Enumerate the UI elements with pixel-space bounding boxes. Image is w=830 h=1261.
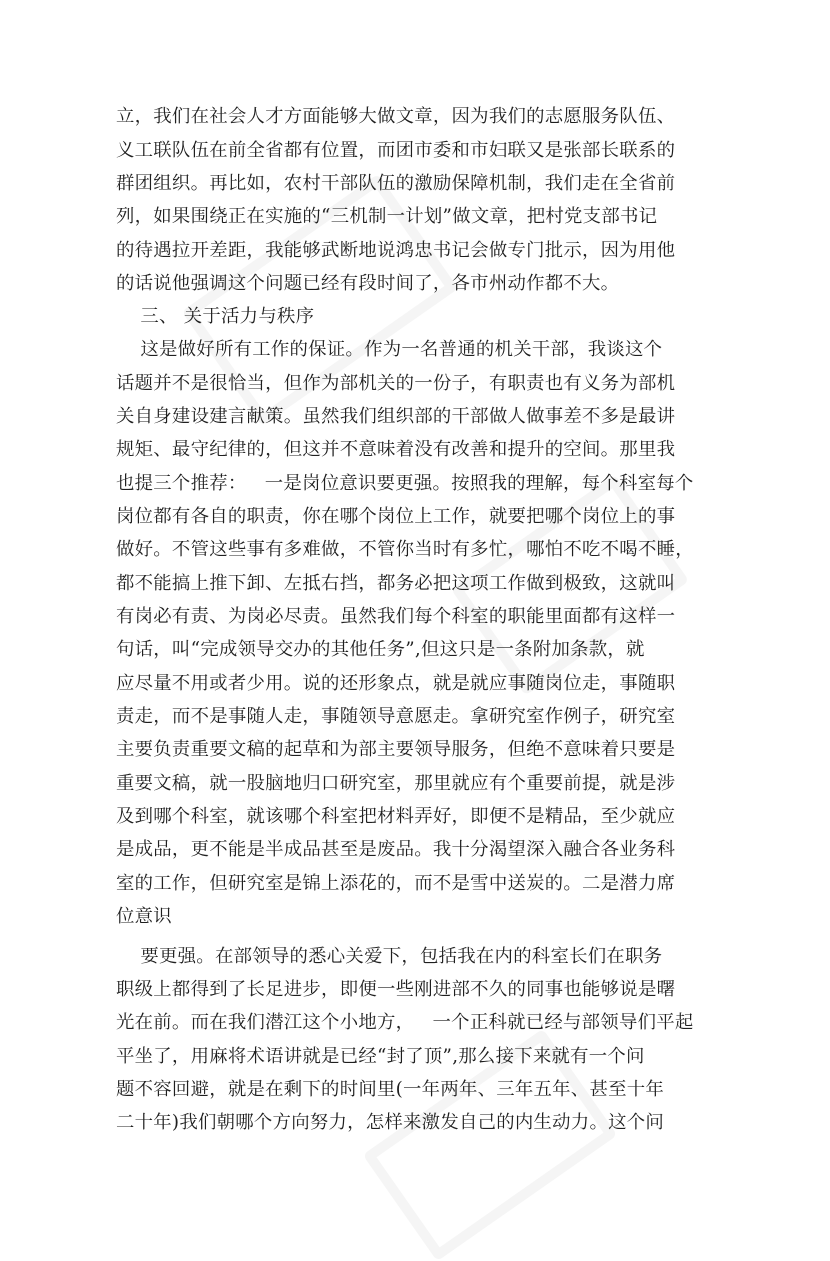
text-line: 岗位都有各自的职责，你在哪个岗位上工作，就要把哪个岗位上的事 [116,506,676,527]
text-line: 这是做好所有工作的保证。作为一名普通的机关干部，我谈这个 [116,339,663,360]
text-line: 重要文稿，就一股脑地归口研究室，那里就应有个重要前提，就是涉 [116,773,676,794]
text-line: 主要负责重要文稿的起草和为部主要领导服务，但绝不意味着只要是 [116,739,676,760]
text-line: 光在前。而在我们潜江这个小地方， 一个正科就已经与部领导们平起 [116,1012,694,1033]
text-line: 职级上都得到了长足进步，即便一些刚进部不久的同事也能够说是曙 [116,979,676,1000]
text-line: 责走，而不是事随人走，事随领导意愿走。拿研究室作例子，研究室 [116,706,676,727]
text-line: 义工联队伍在前全省都有位置，而团市委和市妇联又是张部长联系的 [116,140,676,161]
text-line: 及到哪个科室，就该哪个科室把材料弄好，即便不是精品，至少就应 [116,806,676,827]
text-line: 都不能搞上推下卸、左抵右挡，都务必把这项工作做到极致，这就叫 [116,573,676,594]
text-line: 要更强。在部领导的悉心关爱下，包括我在内的科室长们在职务 [116,946,663,967]
text-line: 话题并不是很恰当，但作为部机关的一份子，有职责也有义务为部机 [116,373,676,394]
text-line: 关自身建设建言献策。虽然我们组织部的干部做人做事差不多是最讲 [116,406,676,427]
text-line: 题不容回避，就是在剩下的时间里(一年两年、三年五年、甚至十年 [116,1079,665,1100]
text-line: 规矩、最守纪律的，但这并不意味着没有改善和提升的空间。那里我 [116,439,676,460]
text-line: 是成品，更不能是半成品甚至是废品。我十分渴望深入融合各业务科 [116,839,676,860]
text-line: 立，我们在社会人才方面能够大做文章，因为我们的志愿服务队伍、 [116,106,676,127]
text-line: 列，如果围绕正在实施的“三机制一计划”做文章，把村党支部书记 [116,206,658,227]
section-heading: 三、 关于活力与秩序 [116,306,315,327]
text-line: 有岗必有责、为岗必尽责。虽然我们每个科室的职能里面都有这样一 [116,606,676,627]
text-line: 句话，叫“完成领导交办的其他任务”,但这只是一条附加条款，就 [116,639,645,660]
text-line: 的话说他强调这个问题已经有段时间了，各市州动作都不大。 [116,273,620,294]
text-line: 应尽量不用或者少用。说的还形象点，就是就应事随岗位走，事随职 [116,673,676,694]
text-line: 的待遇拉开差距，我能够武断地说鸿忠书记会做专门批示，因为用他 [116,240,676,261]
text-line: 群团组织。再比如，农村干部队伍的激励保障机制，我们走在全省前 [116,173,676,194]
text-line: 做好。不管这些事有多难做，不管你当时有多忙，哪怕不吃不喝不睡， [116,539,694,560]
text-line: 位意识 [116,906,172,927]
text-line: 也提三个推荐： 一是岗位意识要更强。按照我的理解，每个科室每个 [116,473,694,494]
text-line: 二十年)我们朝哪个方向努力，怎样来激发自己的内生动力。这个问 [116,1112,665,1133]
text-line: 平坐了，用麻将术语讲就是已经“封了顶”,那么接下来就有一个问 [116,1046,645,1067]
text-line: 室的工作，但研究室是锦上添花的，而不是雪中送炭的。二是潜力席 [116,873,676,894]
